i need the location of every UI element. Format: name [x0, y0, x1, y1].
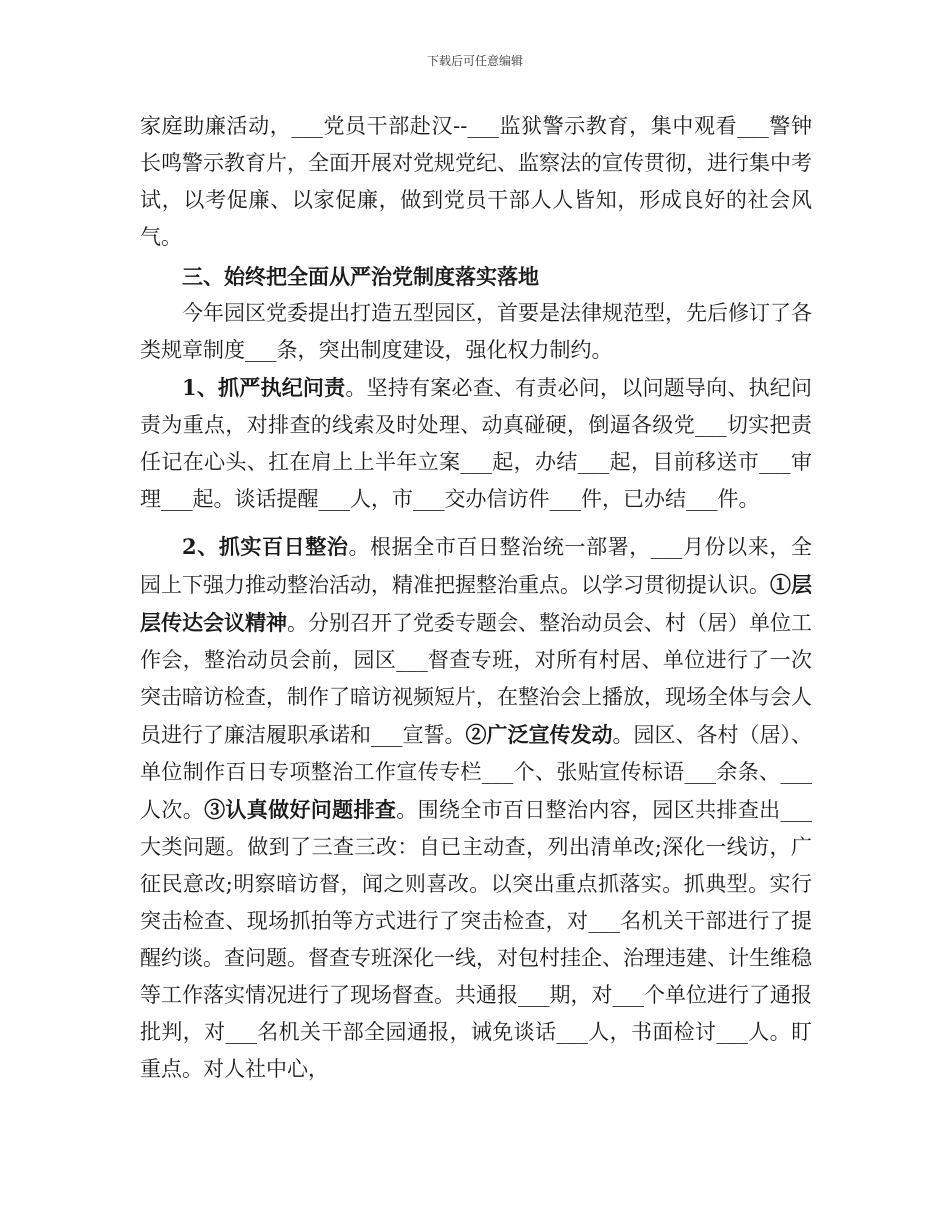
- item-2-sub-2: ②广泛宣传发动: [465, 722, 613, 747]
- item-1-lead: 1、抓严执纪问责: [182, 375, 346, 400]
- paragraph-item-1: [140, 369, 812, 518]
- item-1-text: 。坚持有案必查、有责必问，以问题导向、执纪问责为重点，对排查的线索及时处理、动真碰硬，倒逼各级党___切实把责任记在心头、扛在肩上上半年立案___起，办结___起，目前移送市___审理___起。谈话提醒___人，市___交办信访件___件，已办结___件。: [140, 376, 812, 511]
- item-2-sub-1: ①层层传达会议精神: [140, 572, 812, 635]
- item-2-text-a: 。根据全市百日整治统一部署，___月份以来，全园上下强力推动整治活动，精准把握整治重点。以学习贯彻提认识。: [140, 535, 812, 597]
- paragraph-rules: 今年园区党委提出打造五型园区，首要是法律规范型，先后修订了各类规章制度___条，突出制度建设，强化权力制约。: [140, 301, 812, 362]
- document-body: [140, 108, 812, 1088]
- section-heading: 三、始终把全面从严治党制度落实落地: [182, 264, 539, 289]
- item-2-text-c: 。园区、各村（居）、单位制作百日专项整治工作宣传专栏___个、张贴宣传标语___余条、___人次。: [140, 723, 812, 822]
- item-2-text-d: 。围绕全市百日整治内容，园区共排查出___大类问题。做到了三查三改：自已主动查，列出清单改;深化一线访，广征民意改;明察暗访督，闻之则喜改。以突出重点抓落实。抓典型。实行突击检查、现场抓拍等方式进行了突击检查，对___名机关干部进行了提醒约谈。查问题。督查专班深化一线，对包村挂企、治理违建、计生维稳等工作落实情况进行了现场督查。共通报___期，对___个单位进行了通报批判，对___名机关干部全园通报，诫免谈话___人，书面检讨___人。盯重点。对人社中心，: [140, 798, 813, 1081]
- item-2-lead: 2、抓实百日整治: [182, 534, 349, 559]
- item-2-sub-3: ③认真做好问题排查: [204, 797, 397, 822]
- paragraph-item-2: [140, 528, 812, 1088]
- item-2-text-b: 。分别召开了党委专题会、整治动员会、村（居）单位工作会，整治动员会前，园区___督查专班，对所有村居、单位进行了一次突击暗访检查，制作了暗访视频短片，在整治会上播放，现场全体与会人员进行了廉洁履职承诺和___宣誓。: [140, 611, 812, 747]
- paragraph-intro: 家庭助廉活动，___党员干部赴汉--___监狱警示教育，集中观看___警钟长鸣警示教育片，全面开展对党规党纪、监察法的宣传贯彻，进行集中考试，以考促廉、以家促廉，做到党员干部人人皆知，形成良好的社会风气。: [140, 114, 812, 249]
- page-header: 下载后可任意编辑: [426, 54, 523, 68]
